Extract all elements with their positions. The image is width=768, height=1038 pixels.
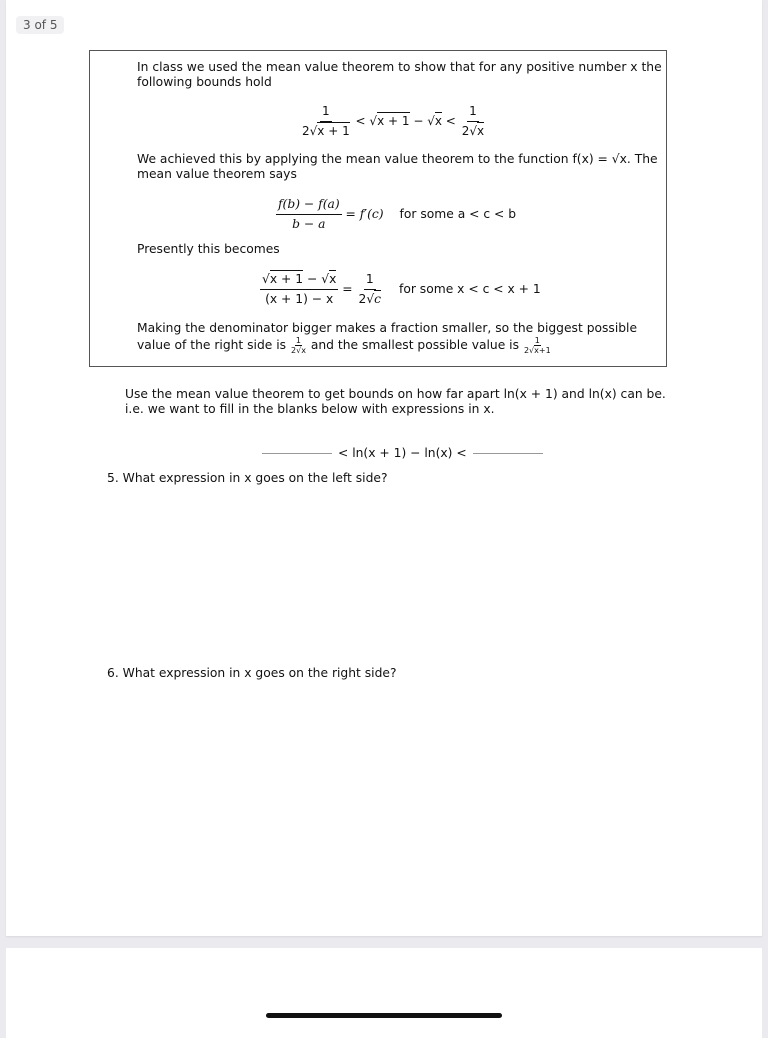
blank-inequality: < ln(x + 1) − ln(x) < xyxy=(256,446,549,461)
mvt-applied-fraction: $\frac{√x + 1 - √x}{(x + 1) - x}$ xyxy=(262,272,337,306)
applied-line-1: We achieved this by applying the mean value theorem to the function f(x) = √x. The xyxy=(137,152,658,166)
home-indicator[interactable] xyxy=(266,1013,502,1018)
intro-line-2: following bounds hold xyxy=(137,75,272,89)
right-fraction: $\frac{1}{2√x}$ xyxy=(461,104,485,138)
small-fraction-b: $\frac{1}{2√x+1}$ xyxy=(523,336,551,355)
mvt-formula: $\frac{f(b) - f(a)}{b - a}$ = f′(c) for some a < c < b xyxy=(278,197,517,231)
task-line-1: Use the mean value theorem to get bounds on how far apart ln(x + 1) and ln(x) can be. xyxy=(125,387,666,401)
left-blank xyxy=(262,453,332,454)
pdf-page-4 xyxy=(6,948,762,1038)
left-fraction: $\frac{1}{2√x + 1}$ xyxy=(302,104,350,138)
task-line-2: i.e. we want to fill in the blanks below with expressions in x. xyxy=(125,402,495,416)
small-fraction-a: $\frac{1}{2√x}$ xyxy=(291,336,306,355)
mvt-applied-formula: $\frac{√x + 1 - √x}{(x + 1) - x}$ = $\frac{1}{2√c}$ for some x < c < x + 1 xyxy=(262,272,541,306)
denominator-line-1: Making the denominator bigger makes a fraction smaller, so the biggest possible xyxy=(137,321,638,335)
presently-text: Presently this becomes xyxy=(137,242,280,256)
mvt-fraction: $\frac{f(b) - f(a)}{b - a}$ xyxy=(278,197,340,231)
applied-line-2: mean value theorem says xyxy=(137,167,297,181)
derivative-fraction: $\frac{1}{2√c}$ xyxy=(358,272,382,306)
question-6: 6. What expression in x goes on the right side? xyxy=(107,666,397,680)
recap-box xyxy=(89,50,667,367)
denominator-line-2: value of the right side is $\frac{1}{2√x}$ and the smallest possible value is $\frac{1}{2√x+1}$ xyxy=(137,336,551,355)
page-indicator: 3 of 5 xyxy=(16,16,64,34)
question-5: 5. What expression in x goes on the left side? xyxy=(107,471,388,485)
bounds-inequality: $\frac{1}{2√x + 1}$ < √x + 1 − √x < $\frac{1}{2√x}$ xyxy=(302,104,485,138)
right-blank xyxy=(473,453,543,454)
intro-line-1: In class we used the mean value theorem to show that for any positive number x the xyxy=(137,60,662,74)
